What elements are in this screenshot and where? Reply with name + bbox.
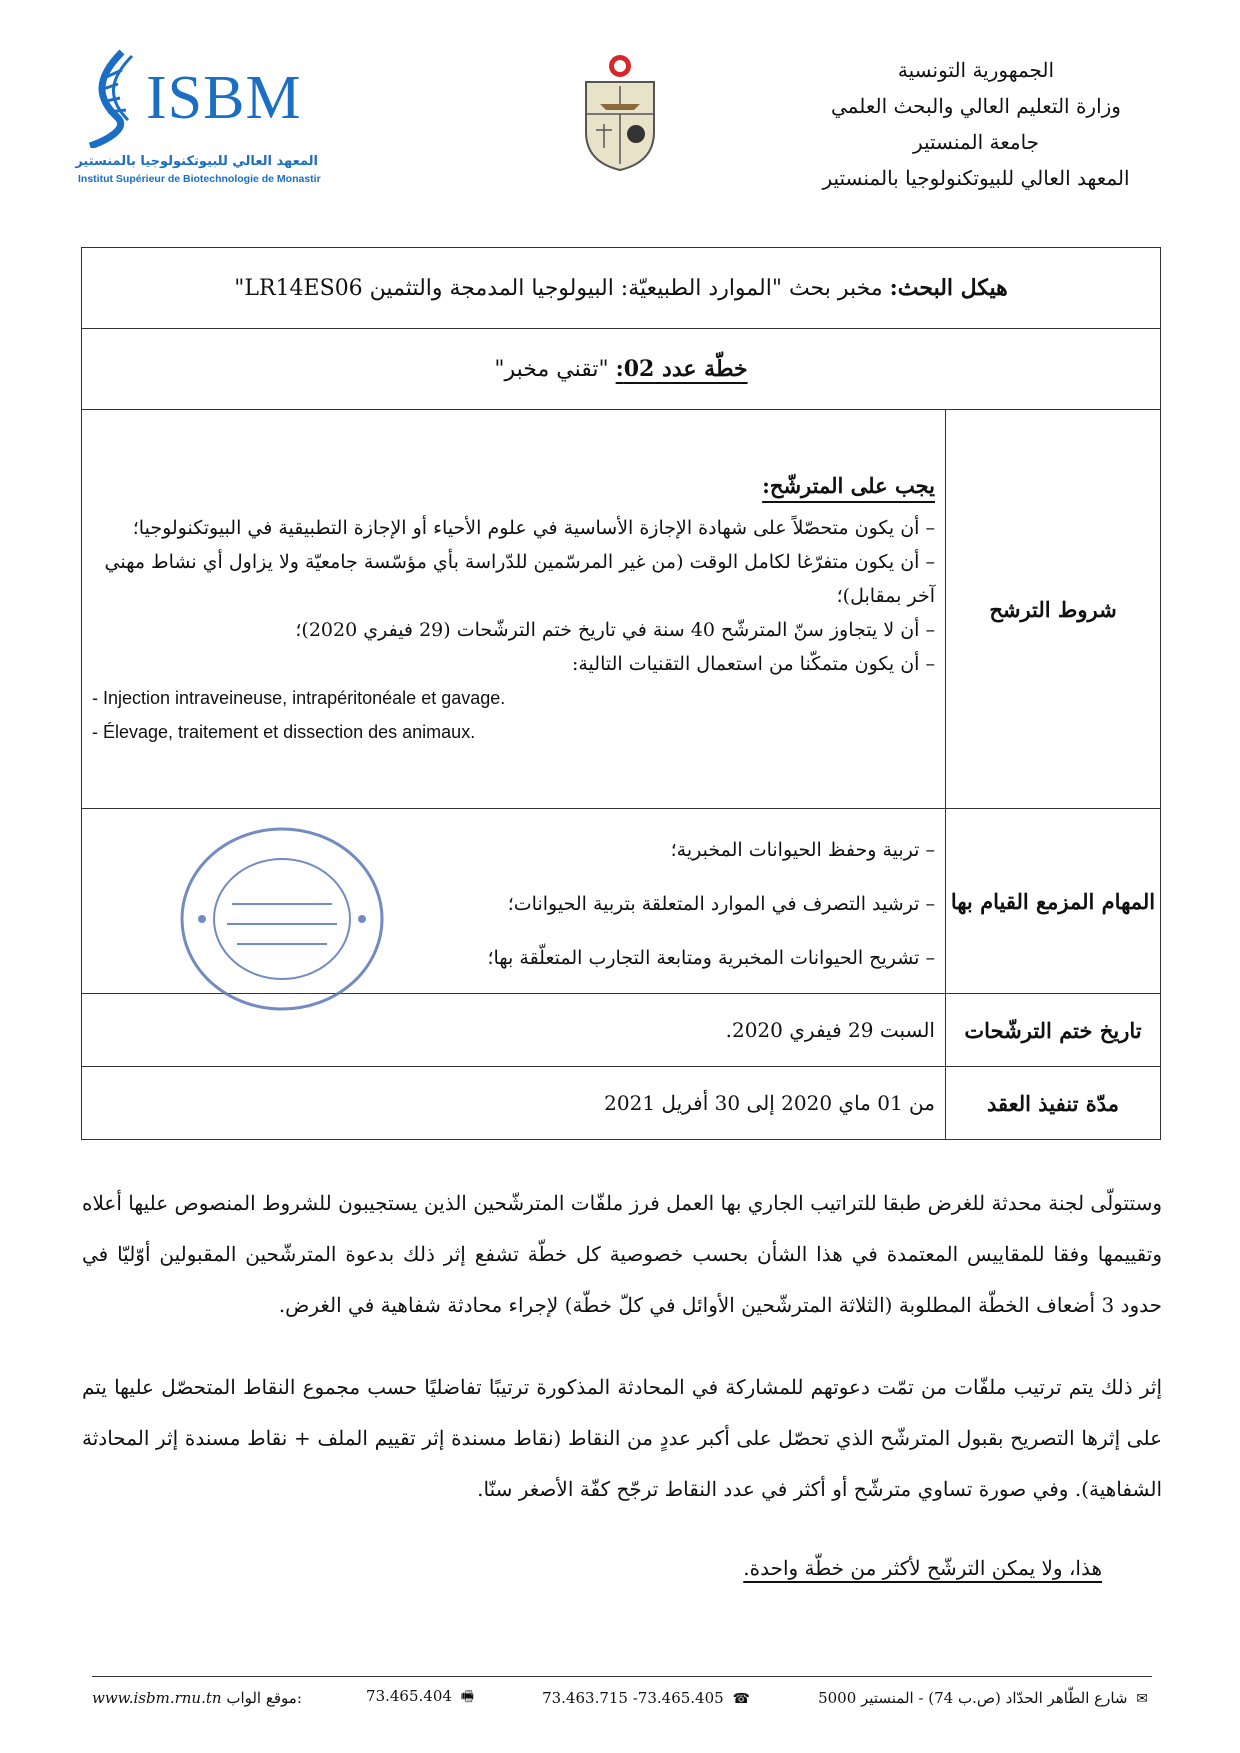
condition-item: – أن يكون متحصّلاً على شهادة الإجازة الأساسية في علوم الأحياء أو الإجازة التطبيقية في البيوتكنولوجيا؛ xyxy=(132,517,935,539)
deadline-value: السبت 29 فيفري 2020. xyxy=(82,994,946,1067)
footer xyxy=(92,1686,1152,1710)
phone-numbers: 73.463.715 -73.465.405 xyxy=(542,1689,724,1707)
logo-french-name: Institut Supérieur de Biotechnologie de Monastir xyxy=(78,173,321,185)
logo-acronym: ISBM xyxy=(146,64,302,132)
single-plan-note: هذا، ولا يمكن الترشّح لأكثر من خطّة واحدة. xyxy=(743,1556,1102,1580)
address-text: شارع الطّاهر الحدّاد (ص.ب 74) - المنستير 5000 xyxy=(818,1689,1128,1707)
paragraph-selection-committee: وستتولّى لجنة محدثة للغرض طبقا للتراتيب الجاري بها العمل فرز ملفّات المترشّحين الذين يستجيبون للشروط المنصوص عليها أعلاه وتقييمها وفقا للمقاييس المعتمدة في هذا الشأن بحسب خصوصية كل خطّة تشفع إثر ذلك بدعوة المترشّحين المقبولين أوّليّا في حدود 3 أضعاف الخطّة المطلوبة (الثلاثة المترشّحين الأوائل في كلّ خطّة) لإجراء محادثة شفاهية في الغرض. xyxy=(82,1191,1162,1317)
duration-row xyxy=(82,1067,1161,1140)
conditions-heading: يجب على المترشّح: xyxy=(762,473,935,498)
research-structure-value: مخبر بحث "الموارد الطبيعيّة: البيولوجيا المدمجة والتثمين LR14ES06" xyxy=(234,276,883,301)
footer-phone xyxy=(542,1689,754,1707)
footer-fax xyxy=(366,1686,478,1710)
conditions-label: شروط الترشح xyxy=(946,410,1161,809)
research-structure-row xyxy=(82,248,1161,329)
envelope-icon: ✉ xyxy=(1136,1691,1148,1707)
dna-helix-icon xyxy=(78,48,142,148)
footer-address xyxy=(818,1689,1152,1707)
phone-icon: ☎ xyxy=(732,1691,750,1707)
task-item: – تشريح الحيوانات المخبرية ومتابعة التجارب المتعلّقة بها؛ xyxy=(487,947,935,969)
paragraph-single-plan xyxy=(82,1543,1162,1594)
condition-item: – أن يكون متمكّنا من استعمال التقنيات التالية: xyxy=(571,653,935,675)
website-label: موقع الواب: xyxy=(226,1689,302,1707)
footer-website xyxy=(92,1689,302,1707)
technique-item: - Injection intraveineuse, intrapéritonéale et gavage. xyxy=(92,688,506,708)
institution-stamp-icon xyxy=(172,819,392,1019)
plan-label: خطّة عدد 02: xyxy=(615,356,748,382)
fax-icon: 🖷 xyxy=(460,1689,474,1705)
task-item: – تربية وحفظ الحيوانات المخبرية؛ xyxy=(670,839,935,861)
plan-value: "تقني مخبر" xyxy=(494,357,609,382)
website-link[interactable]: www.isbm.rnu.tn xyxy=(92,1689,222,1707)
position-table xyxy=(81,247,1161,1140)
paragraph-ranking: إثر ذلك يتم ترتيب ملفّات من تمّت دعوتهم للمشاركة في المحادثة المذكورة ترتيبًا تفاضليًا حسب مجموع النقاط المتحصّل عليها يتم على إثرها التصريح بقبول المترشّح الذي تحصّل على أكبر عددٍ من النقاط (نقاط مسندة إثر تقييم الملف + نقاط مسندة إثر المحادثة الشفاهية). وفي صورة تساوي مترشّح أو أكثر في عدد النقاط ترجّح كفّة الأصغر سنّا. xyxy=(82,1375,1162,1501)
header-line-university: جامعة المنستير xyxy=(912,130,1040,154)
footer-divider xyxy=(92,1676,1152,1677)
research-structure-label: هيكل البحث: xyxy=(889,275,1008,301)
header-line-institute: المعهد العالي للبيوتكنولوجيا بالمنستير xyxy=(822,166,1130,190)
header-line-republic: الجمهورية التونسية xyxy=(897,58,1055,82)
fax-number: 73.465.404 xyxy=(366,1687,452,1705)
task-item: – ترشيد التصرف في الموارد المتعلقة بتربية الحيوانات؛ xyxy=(507,893,935,915)
ministry-header xyxy=(796,52,1156,196)
isbm-logo xyxy=(75,48,321,185)
duration-label: مدّة تنفيذ العقد xyxy=(946,1067,1161,1140)
logo-arabic-name: المعهد العالي للبيوتكنولوجيا بالمنستير xyxy=(75,154,318,169)
tasks-label: المهام المزمع القيام بها xyxy=(946,809,1161,994)
tasks-row xyxy=(82,809,1161,994)
conditions-row xyxy=(82,410,1161,809)
header-line-ministry: وزارة التعليم العالي والبحث العلمي xyxy=(831,94,1121,118)
tunisia-coat-of-arms-icon xyxy=(578,52,662,172)
condition-item: – أن يكون متفرّغا لكامل الوقت (من غير المرسّمين للدّراسة بأي مؤسّسة جامعيّة ولا يزاول أي نشاط مهني آخر بمقابل)؛ xyxy=(104,551,935,607)
deadline-label: تاريخ ختم الترشّحات xyxy=(946,994,1161,1067)
condition-item: – أن لا يتجاوز سنّ المترشّح 40 سنة في تاريخ ختم الترشّحات (29 فيفري 2020)؛ xyxy=(295,619,935,641)
duration-value: من 01 ماي 2020 إلى 30 أفريل 2021 xyxy=(82,1067,946,1140)
technique-item: - Élevage, traitement et dissection des animaux. xyxy=(92,722,476,742)
plan-row xyxy=(82,329,1161,410)
